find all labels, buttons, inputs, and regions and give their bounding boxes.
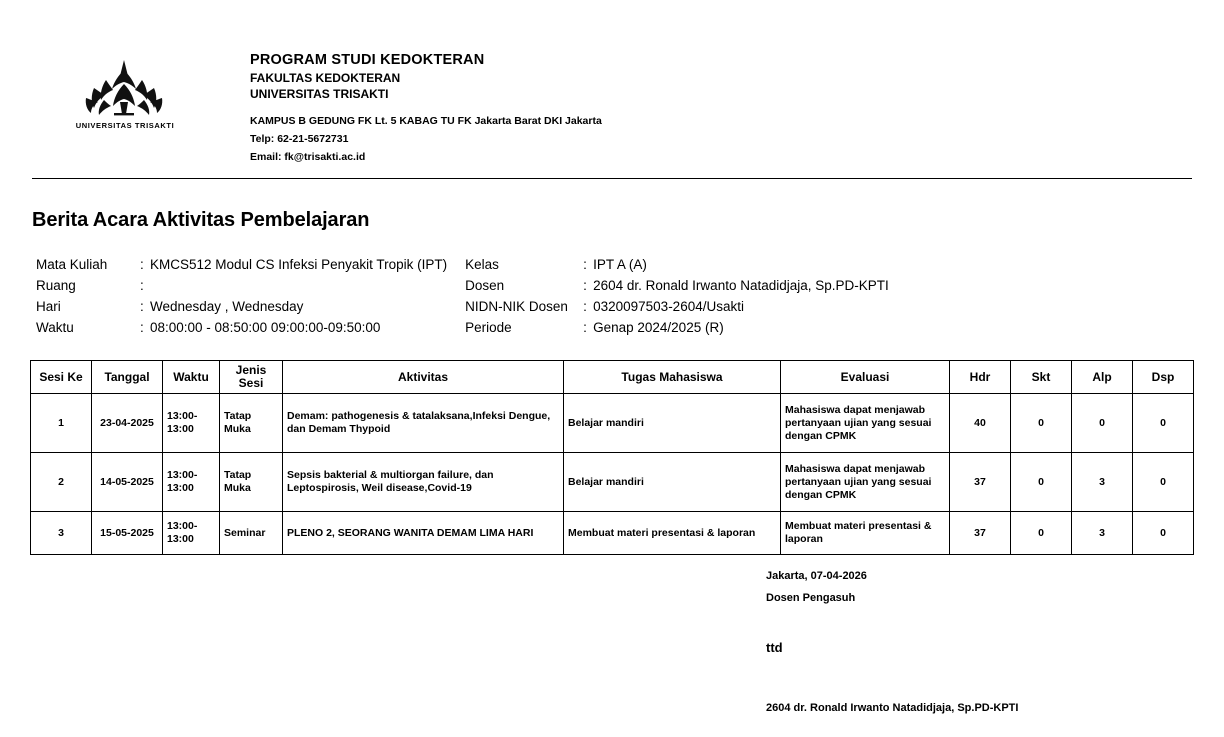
meta-value-dosen: 2604 dr. Ronald Irwanto Natadidjaja, Sp.PD-KPTI	[593, 278, 889, 293]
email-address: Email: fk@trisakti.ac.id	[250, 151, 366, 163]
table-row	[31, 394, 1194, 453]
program-name: PROGRAM STUDI KEDOKTERAN	[250, 52, 485, 68]
cell-evaluasi: Mahasiswa dapat menjawab pertanyaan ujian yang sesuai dengan CPMK	[781, 394, 950, 453]
meta-separator: :	[583, 299, 587, 314]
cell-sesi: 2	[31, 453, 92, 512]
cell-skt: 0	[1011, 453, 1072, 512]
cell-sesi: 1	[31, 394, 92, 453]
header-jenis-sesi: Jenis Sesi	[220, 361, 283, 394]
meta-label: Ruang	[36, 278, 76, 293]
table-row	[31, 512, 1194, 555]
cell-alp: 3	[1072, 512, 1133, 555]
faculty-name: FAKULTAS KEDOKTERAN	[250, 71, 401, 85]
trisakti-logo-icon	[76, 58, 172, 120]
table-row	[31, 453, 1194, 512]
cell-waktu: 13:00-13:00	[163, 394, 220, 453]
cell-sesi: 3	[31, 512, 92, 555]
meta-row	[36, 296, 889, 317]
cell-tugas: Belajar mandiri	[564, 394, 781, 453]
meta-label: Periode	[465, 320, 512, 335]
cell-waktu: 13:00-13:00	[163, 453, 220, 512]
university-name: UNIVERSITAS TRISAKTI	[250, 87, 389, 101]
header-tugas-mahasiswa: Tugas Mahasiswa	[564, 361, 781, 394]
meta-label: Dosen	[465, 278, 505, 293]
signature-ttd: ttd	[766, 640, 783, 655]
course-meta	[36, 254, 1224, 338]
signature-name: 2604 dr. Ronald Irwanto Natadidjaja, Sp.PD-KPTI	[766, 702, 1019, 714]
meta-value-nidn: 0320097503-2604/Usakti	[593, 299, 744, 314]
meta-label: Waktu	[36, 320, 74, 335]
cell-skt: 0	[1011, 512, 1072, 555]
header-sesi-ke: Sesi Ke	[31, 361, 92, 394]
meta-value-mata-kuliah: KMCS512 Modul CS Infeksi Penyakit Tropik (IPT)	[150, 257, 448, 272]
meta-separator: :	[583, 278, 587, 293]
cell-jenis: Tatap Muka	[220, 394, 283, 453]
header-dsp: Dsp	[1133, 361, 1194, 394]
cell-tugas: Belajar mandiri	[564, 453, 781, 512]
letterhead-text	[250, 40, 602, 166]
meta-label: Kelas	[465, 257, 499, 272]
logo-caption: UNIVERSITAS TRISAKTI	[75, 121, 175, 130]
meta-separator: :	[140, 278, 144, 293]
cell-tanggal: 23-04-2025	[92, 394, 163, 453]
activity-table-wrapper	[30, 360, 1224, 555]
page-title: Berita Acara Aktivitas Pembelajaran	[32, 209, 370, 231]
signature-block	[766, 565, 1224, 719]
meta-separator: :	[140, 320, 144, 335]
header-divider	[32, 178, 1192, 179]
cell-tanggal: 14-05-2025	[92, 453, 163, 512]
cell-hdr: 37	[950, 512, 1011, 555]
meta-value-periode: Genap 2024/2025 (R)	[593, 320, 724, 335]
cell-tugas: Membuat materi presentasi & laporan	[564, 512, 781, 555]
meta-separator: :	[583, 257, 587, 272]
cell-waktu: 13:00-13:00	[163, 512, 220, 555]
meta-row	[36, 275, 889, 296]
meta-value-ruang	[150, 275, 465, 296]
meta-value-hari: Wednesday , Wednesday	[150, 299, 304, 314]
signature-place-date: Jakarta, 07-04-2026	[766, 570, 867, 582]
cell-jenis: Tatap Muka	[220, 453, 283, 512]
meta-separator: :	[140, 257, 144, 272]
meta-value-waktu: 08:00:00 - 08:50:00 09:00:00-09:50:00	[150, 320, 381, 335]
cell-tanggal: 15-05-2025	[92, 512, 163, 555]
meta-label: Mata Kuliah	[36, 257, 108, 272]
header-skt: Skt	[1011, 361, 1072, 394]
meta-separator: :	[583, 320, 587, 335]
cell-skt: 0	[1011, 394, 1072, 453]
cell-hdr: 37	[950, 453, 1011, 512]
university-logo	[0, 40, 250, 130]
cell-aktivitas: Sepsis bakterial & multiorgan failure, dan Leptospirosis, Weil disease,Covid-19	[283, 453, 564, 512]
table-header-row	[31, 361, 1194, 394]
meta-row	[36, 317, 889, 338]
header-alp: Alp	[1072, 361, 1133, 394]
cell-alp: 3	[1072, 453, 1133, 512]
meta-label: NIDN-NIK Dosen	[465, 299, 568, 314]
meta-label: Hari	[36, 299, 61, 314]
cell-dsp: 0	[1133, 394, 1194, 453]
header-tanggal: Tanggal	[92, 361, 163, 394]
header-evaluasi: Evaluasi	[781, 361, 950, 394]
cell-hdr: 40	[950, 394, 1011, 453]
meta-value-kelas: IPT A (A)	[593, 257, 647, 272]
meta-separator: :	[140, 299, 144, 314]
cell-dsp: 0	[1133, 512, 1194, 555]
meta-row	[36, 254, 889, 275]
cell-evaluasi: Mahasiswa dapat menjawab pertanyaan ujian yang sesuai dengan CPMK	[781, 453, 950, 512]
letterhead	[0, 0, 1224, 166]
cell-evaluasi: Membuat materi presentasi & laporan	[781, 512, 950, 555]
campus-address: KAMPUS B GEDUNG FK Lt. 5 KABAG TU FK Jakarta Barat DKI Jakarta	[250, 115, 602, 127]
header-hdr: Hdr	[950, 361, 1011, 394]
header-waktu: Waktu	[163, 361, 220, 394]
cell-aktivitas: PLENO 2, SEORANG WANITA DEMAM LIMA HARI	[283, 512, 564, 555]
header-aktivitas: Aktivitas	[283, 361, 564, 394]
phone-number: Telp: 62-21-5672731	[250, 133, 349, 145]
cell-alp: 0	[1072, 394, 1133, 453]
signature-role: Dosen Pengasuh	[766, 592, 856, 604]
cell-aktivitas: Demam: pathogenesis & tatalaksana,Infeksi Dengue, dan Demam Thypoid	[283, 394, 564, 453]
cell-jenis: Seminar	[220, 512, 283, 555]
activity-table	[30, 360, 1194, 555]
cell-dsp: 0	[1133, 453, 1194, 512]
